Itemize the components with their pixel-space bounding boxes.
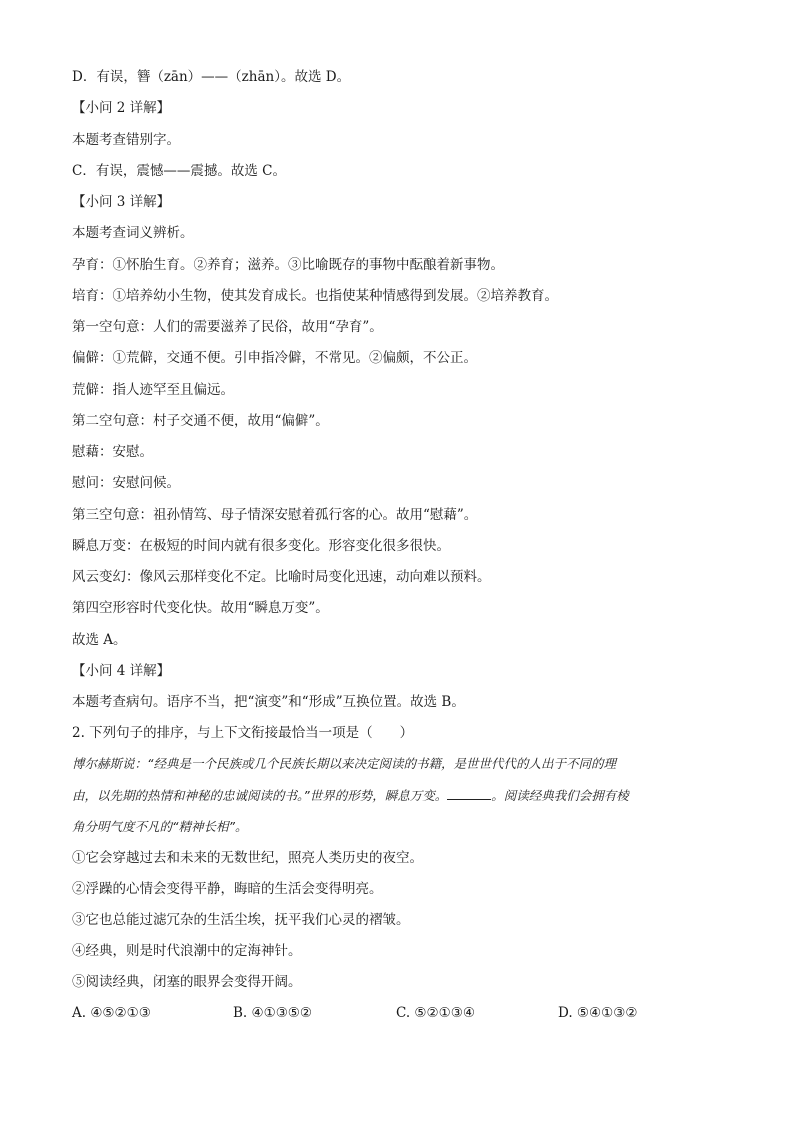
answer-d-explanation: D．有误，簪（zān）——（zhān）。故选 D。 [72, 69, 351, 85]
topic-line: 本题考查词义辨析。 [72, 225, 194, 241]
option-b: B. ④①③⑤② [233, 1005, 313, 1021]
answer-line: 故选 A。 [72, 632, 127, 648]
passage-text: 由，以先期的热情和神秘的忠诚阅读的书。”世界的形势，瞬息万变。 [72, 788, 448, 803]
answer-c-explanation: C．有误，震憾——震撼。故选 C。 [72, 163, 286, 179]
definition-line: 慰问：安慰问候。 [72, 475, 180, 491]
passage-text: 。阅读经典我们会拥有棱 [491, 788, 629, 803]
sentence-item: ③它也总能过滤冗杂的生活尘埃，抚平我们心灵的褶皱。 [72, 912, 410, 928]
answer-blank [447, 787, 491, 800]
section-heading-q3: 【小问 3 详解】 [72, 194, 171, 210]
question-2-stem: 2. 下列句子的排序，与上下文衔接最恰当一项是（ ） [72, 725, 414, 741]
topic-line: 本题考查错别字。 [72, 132, 180, 148]
passage-line: 角分明气度不凡的“精神长相”。 [72, 819, 248, 834]
definition-line: 偏僻：①荒僻，交通不便。引申指冷僻，不常见。②偏颇，不公正。 [72, 350, 477, 366]
explanation-line: 第四空形容时代变化快。故用“瞬息万变”。 [72, 600, 329, 616]
section-heading-q2: 【小问 2 详解】 [72, 100, 171, 116]
definition-line: 风云变幻：像风云那样变化不定。比喻时局变化迅速，动向难以预料。 [72, 569, 491, 585]
option-a: A. ④⑤②①③ [72, 1005, 151, 1021]
explanation-line: 本题考查病句。语序不当，把“演变”和“形成”互换位置。故选 B。 [72, 694, 465, 710]
passage-line [72, 787, 727, 805]
sentence-item: ④经典，则是时代浪潮中的定海神针。 [72, 943, 302, 959]
explanation-line: 第二空句意：村子交通不便，故用“偏僻”。 [72, 413, 329, 429]
explanation-line: 第一空句意：人们的需要滋养了民俗，故用“孕育”。 [72, 319, 383, 335]
sentence-item: ⑤阅读经典，闭塞的眼界会变得开阔。 [72, 974, 302, 990]
sentence-item: ①它会穿越过去和未来的无数世纪，照亮人类历史的夜空。 [72, 850, 423, 866]
sentence-item: ②浮躁的心情会变得平静，晦暗的生活会变得明亮。 [72, 881, 383, 897]
section-heading-q4: 【小问 4 详解】 [72, 663, 171, 679]
option-d: D. ⑤④①③② [558, 1005, 638, 1021]
option-c: C. ⑤②①③④ [396, 1005, 475, 1021]
definition-line: 荒僻：指人迹罕至且偏远。 [72, 382, 234, 398]
explanation-line: 第三空句意：祖孙情笃、母子情深安慰着孤行客的心。故用“慰藉”。 [72, 507, 478, 523]
passage-line: 博尔赫斯说：“经典是一个民族或几个民族长期以来决定阅读的书籍，是世世代代的人出于不同的理 [72, 756, 616, 771]
definition-line: 孕育：①怀胎生育。②养育；滋养。③比喻既存的事物中酝酿着新事物。 [72, 257, 504, 273]
definition-line: 瞬息万变：在极短的时间内就有很多变化。形容变化很多很快。 [72, 538, 450, 554]
definition-line: 慰藉：安慰。 [72, 444, 153, 460]
definition-line: 培育：①培养幼小生物，使其发育成长。也指使某种情感得到发展。②培养教育。 [72, 288, 558, 304]
